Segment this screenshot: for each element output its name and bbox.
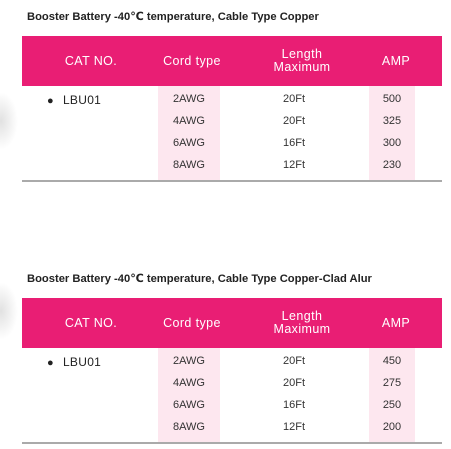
bullet-dot-icon: ● <box>47 357 54 369</box>
cord-cell: 2AWG <box>173 355 205 367</box>
amp-cell: 300 <box>382 137 402 149</box>
header-length-line2: Maximum <box>273 322 331 336</box>
header-length <box>226 36 378 86</box>
amp-cell: 275 <box>382 377 402 389</box>
header-cat-no: CAT NO. <box>64 315 118 330</box>
length-cell: 20Ft <box>282 377 305 389</box>
table-row <box>0 372 451 394</box>
table-row <box>0 350 451 372</box>
cord-cell: 6AWG <box>173 137 205 149</box>
length-cell: 12Ft <box>282 159 305 171</box>
amp-cell: 230 <box>382 159 402 171</box>
header-length-line1: Length <box>281 47 323 61</box>
section-title: Booster Battery -40℃ temperature, Cable Type Copper <box>27 11 319 23</box>
header-cat-no: CAT NO. <box>64 53 118 68</box>
header-cord-type: Cord type <box>163 53 221 68</box>
table-bottom-rule <box>22 180 442 182</box>
bullet-dot-icon: ● <box>47 95 54 107</box>
amp-cell: 325 <box>382 115 402 127</box>
table-row <box>0 394 451 416</box>
product-label: LBU01 <box>62 93 102 107</box>
shadow-decoration <box>0 282 18 340</box>
length-cell: 16Ft <box>282 399 305 411</box>
cord-cell: 2AWG <box>173 93 205 105</box>
table-header <box>22 36 442 86</box>
length-cell: 12Ft <box>282 421 305 433</box>
length-cell: 20Ft <box>282 355 305 367</box>
length-cell: 20Ft <box>282 93 305 105</box>
product-label: LBU01 <box>62 355 102 369</box>
header-length-line1: Length <box>281 309 323 323</box>
cord-cell: 8AWG <box>173 421 205 433</box>
section-title: Booster Battery -40℃ temperature, Cable Type Copper-Clad Alur <box>27 273 372 285</box>
amp-cell: 250 <box>382 399 402 411</box>
table-row <box>0 88 451 110</box>
length-cell: 16Ft <box>282 137 305 149</box>
header-amp: AMP <box>381 53 411 68</box>
amp-cell: 500 <box>382 93 402 105</box>
header-cord-type: Cord type <box>163 315 221 330</box>
cord-cell: 8AWG <box>173 159 205 171</box>
cord-cell: 4AWG <box>173 115 205 127</box>
table-row <box>0 154 451 176</box>
table-row <box>0 132 451 154</box>
table-row <box>0 416 451 438</box>
table-bottom-rule <box>22 442 442 444</box>
length-cell: 20Ft <box>282 115 305 127</box>
cord-cell: 4AWG <box>173 377 205 389</box>
table-header <box>22 298 442 348</box>
cord-cell: 6AWG <box>173 399 205 411</box>
header-length-line2: Maximum <box>273 60 331 74</box>
header-length <box>226 298 378 348</box>
amp-cell: 200 <box>382 421 402 433</box>
amp-cell: 450 <box>382 355 402 367</box>
table-row <box>0 110 451 132</box>
header-amp: AMP <box>381 315 411 330</box>
